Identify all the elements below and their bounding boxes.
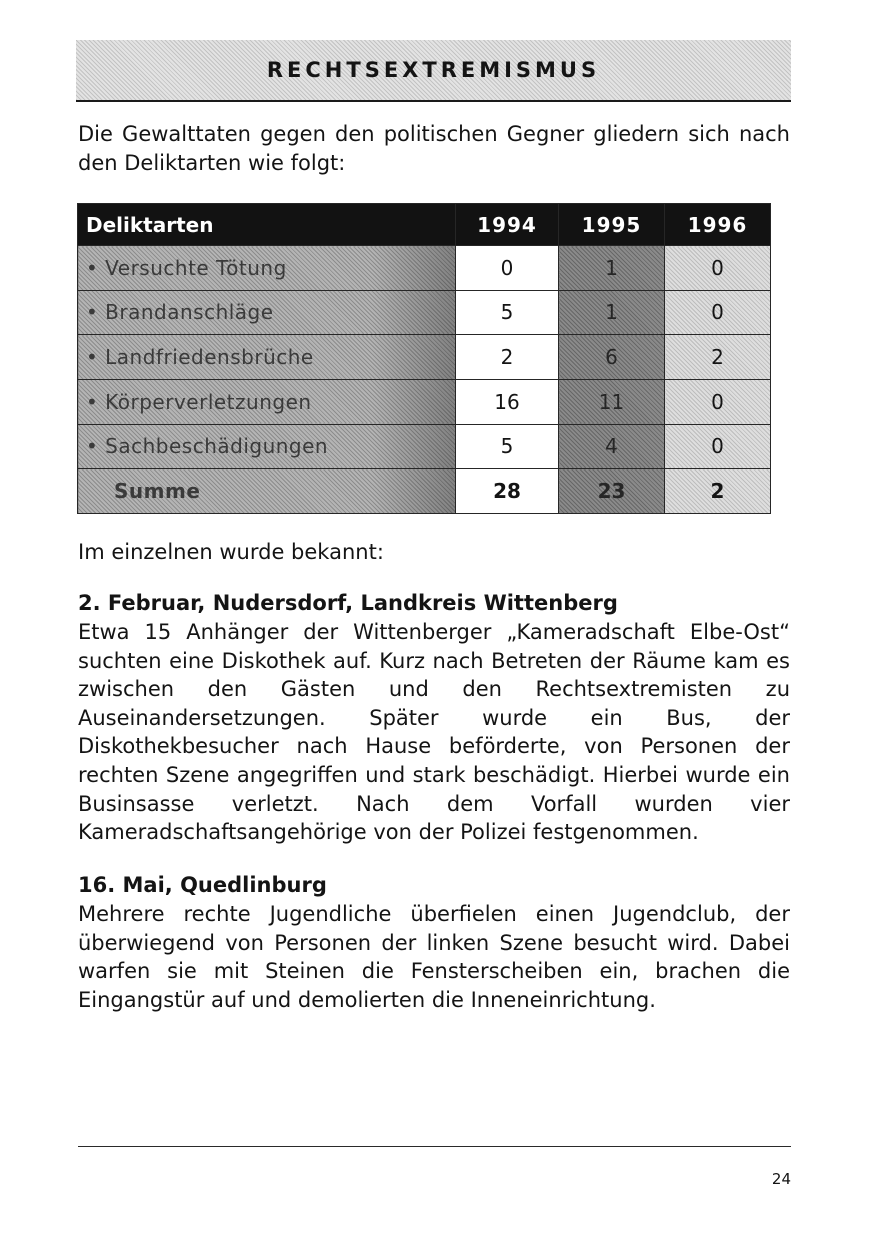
cell-1995: 4: [559, 424, 665, 469]
table-row: [78, 290, 771, 335]
row-label: • Landfriedensbrüche: [78, 335, 456, 380]
row-label: • Brandanschläge: [78, 290, 456, 335]
cell-1996: 2: [665, 335, 771, 380]
cell-1995: 1: [559, 246, 665, 291]
cell-1995: 6: [559, 335, 665, 380]
offense-statistics-table: [77, 203, 771, 514]
column-header-1994: 1994: [456, 204, 559, 246]
column-header-1996: 1996: [665, 204, 771, 246]
cell-1995: 1: [559, 290, 665, 335]
event-description: Etwa 15 Anhänger der Wittenberger „Kameradschaft Elbe-Ost“ suchten eine Diskothek auf. Kurz nach Betreten der Räume kam es zwischen den Gästen und den Rechtsextremisten zu Auseinandersetzungen. Später wurde ein Bus, der Diskothekbesucher nach Hause beförderte, von Personen der rechten Szene angegriffen und stark beschädigt. Hierbei wurde ein Businsasse verletzt. Nach dem Vorfall wurden vier Kameradschaftsangehörige von der Polizei festgenommen.: [78, 620, 790, 845]
section-title: RECHTSEXTREMISMUS: [266, 58, 601, 82]
table-total-row: [78, 469, 771, 514]
total-1995: 23: [559, 469, 665, 514]
section-header: [76, 40, 791, 102]
cell-1995: 11: [559, 379, 665, 424]
details-intro: Im einzelnen wurde bekannt:: [78, 540, 384, 564]
cell-1996: 0: [665, 424, 771, 469]
table-row: [78, 379, 771, 424]
cell-1994: 2: [456, 335, 559, 380]
cell-1994: 0: [456, 246, 559, 291]
cell-1996: 0: [665, 379, 771, 424]
cell-1994: 5: [456, 290, 559, 335]
event-description: Mehrere rechte Jugendliche überfielen einen Jugendclub, der überwiegend von Personen der linken Szene besucht wird. Dabei warfen sie mit Steinen die Fensterscheiben ein, brachen die Eingangstür auf und demolierten die Inneneinrichtung.: [78, 902, 790, 1012]
table-row: [78, 424, 771, 469]
total-1994: 28: [456, 469, 559, 514]
cell-1994: 5: [456, 424, 559, 469]
event-heading: 16. Mai, Quedlinburg: [78, 873, 327, 897]
cell-1994: 16: [456, 379, 559, 424]
event-heading: 2. Februar, Nudersdorf, Landkreis Wittenberg: [78, 591, 618, 615]
column-header-offense-type: Deliktarten: [78, 204, 456, 246]
cell-1996: 0: [665, 290, 771, 335]
column-header-1995: 1995: [559, 204, 665, 246]
total-1996: 2: [665, 469, 771, 514]
table-row: [78, 335, 771, 380]
cell-1996: 0: [665, 246, 771, 291]
intro-paragraph: Die Gewalttaten gegen den politischen Gegner gliedern sich nach den Deliktarten wie folgt:: [78, 122, 790, 175]
footer-divider: [78, 1146, 791, 1147]
row-label: • Versuchte Tötung: [78, 246, 456, 291]
row-label: • Körperverletzungen: [78, 379, 456, 424]
row-label: • Sachbeschädigungen: [78, 424, 456, 469]
table-row: [78, 246, 771, 291]
page-number: 24: [771, 1170, 791, 1188]
table-header-row: [78, 204, 771, 246]
total-label: Summe: [78, 469, 456, 514]
